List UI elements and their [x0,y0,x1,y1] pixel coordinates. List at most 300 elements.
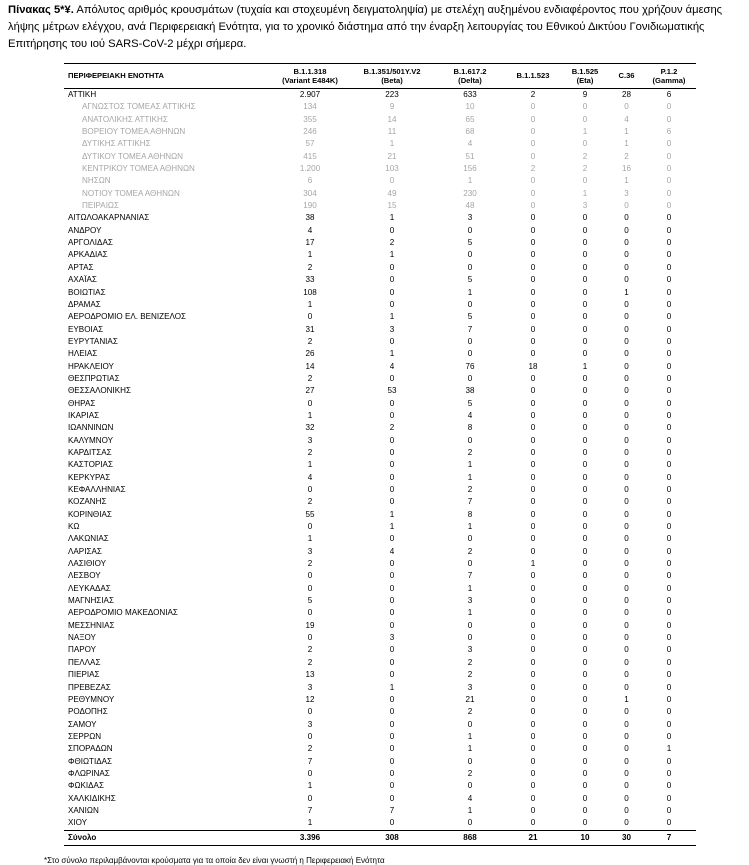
cell-value: 0 [530,250,536,260]
table-row [64,459,696,471]
cell-value: 0 [624,201,629,211]
table-row [64,287,696,299]
cell-value: 27 [305,386,315,396]
cell-value: 2 [307,744,313,754]
cell-value: 0 [666,768,672,778]
cell-value: 5 [307,596,313,606]
region-name: ΘΕΣΠΡΩΤΙΑΣ [68,373,120,383]
cell-value: 1 [624,139,629,149]
cell-value: 1 [624,176,629,186]
cell-value: 3 [307,546,313,556]
cell-value: 0 [582,781,588,791]
cell-value: 1 [307,818,313,828]
table-row [64,324,696,336]
cell-value: 0 [582,534,588,544]
cell-value: 2 [467,485,473,494]
cell-value: 0 [582,447,588,457]
cell-value: 4 [389,361,395,371]
cell-value: 0 [530,102,536,112]
cell-value: 0 [530,596,536,606]
cell-value: 0 [582,793,588,803]
column-header [611,64,642,89]
cell-value: 0 [467,250,473,260]
cell-value: 1 [307,781,313,791]
cell-value: 3 [307,682,313,692]
cell-value: 0 [389,620,395,630]
cell-value: 0 [389,460,395,470]
cell-value: 0 [666,509,672,519]
cell-value: 1 [389,139,395,149]
cell-value: 3 [389,324,395,334]
cell-value: 2 [530,90,536,99]
cell-value: 134 [303,102,317,112]
cell-value: 18 [528,361,538,371]
cell-value: 3 [389,633,395,643]
cell-value: 0 [530,225,536,235]
cell-value: 2 [467,707,473,717]
cell-value: 0 [467,719,473,729]
cell-value: 0 [582,460,588,470]
cell-value: 0 [389,793,395,803]
cell-value: 0 [467,756,473,766]
cell-value: 0 [582,620,588,630]
region-name: ΠΙΕΡΙΑΣ [68,670,100,680]
cell-value: 0 [582,546,588,556]
cell-value: 0 [530,731,536,741]
cell-value: 0 [582,768,588,778]
cell-value: 0 [530,744,536,754]
cell-value: 0 [582,608,588,618]
cell-value: 2 [467,768,473,778]
region-name: ΑΡΤΑΣ [68,262,94,272]
cell-value: 0 [307,633,313,643]
cell-value: 0 [530,410,536,420]
table-header-row [64,64,696,89]
cell-value: 0 [307,522,313,532]
cell-value: 0 [467,336,473,346]
cell-value: 0 [666,410,672,420]
cell-value: 0 [582,694,588,704]
cell-value: 0 [624,719,629,729]
cell-value: 0 [307,731,313,741]
cell-value: 633 [463,90,477,99]
cell-value: 0 [624,275,629,285]
cell-value: 0 [666,398,672,408]
cell-value: 2 [307,262,313,272]
cell-value: 0 [666,164,672,174]
column-header-line1: ΠΕΡΙΦΕΡΕΙΑΚΗ ΕΝΟΤΗΤΑ [68,71,164,81]
cell-value: 0 [666,299,672,309]
cell-value: 1 [624,694,629,704]
cell-value: 0 [530,694,536,704]
cell-value: 0 [666,460,672,470]
cell-value: 0 [530,485,536,494]
cell-value: 0 [389,768,395,778]
cell-value: 0 [582,324,588,334]
region-name: ΒΟΡΕΙΟΥ ΤΟΜΕΑ ΑΘΗΝΩΝ [82,127,186,137]
cell-value: 0 [624,213,629,223]
cell-value: 2 [307,657,313,667]
region-name: ΔΥΤΙΚΗΣ ΑΤΤΙΚΗΣ [82,139,151,149]
cell-value: 3 [624,188,629,198]
cell-value: 4 [389,546,395,556]
cell-value: 0 [530,522,536,532]
table-row [64,200,696,212]
cell-value: 53 [387,386,397,396]
cell-value: 0 [666,225,672,235]
cell-value: 0 [530,176,536,186]
cell-value: 2 [530,164,536,174]
table-row [64,188,696,200]
cell-value: 0 [624,435,629,445]
table-row [64,348,696,360]
cell-value: 0 [624,373,629,383]
region-name: ΛΕΥΚΑΔΑΣ [68,583,111,593]
region-name: ΔΥΤΙΚΟΥ ΤΟΜΕΑ ΑΘΗΝΩΝ [82,151,184,161]
cell-value: 246 [303,127,317,137]
cell-value: 0 [467,373,473,383]
cell-value: 0 [624,509,629,519]
cell-value: 0 [666,596,672,606]
table-row [64,509,696,521]
cell-value: 0 [624,744,629,754]
cell-value: 0 [624,731,629,741]
cell-value: 0 [467,633,473,643]
cell-value: 5 [467,275,473,285]
cell-value: 7 [307,756,313,766]
cell-value: 28 [621,90,631,99]
cell-value: 11 [387,127,397,137]
cell-value: 0 [582,682,588,692]
cell-value: 415 [303,151,317,161]
table-row [64,570,696,582]
cell-value: 0 [624,657,629,667]
cell-value: 48 [465,201,475,211]
table-row [64,336,696,348]
cell-value: 0 [389,707,395,717]
cell-value: 8 [467,509,473,519]
region-name: ΗΛΕΙΑΣ [68,349,98,359]
cell-value: 0 [582,596,588,606]
table-row [64,595,696,607]
table-row [64,793,696,805]
cell-value: 0 [624,633,629,643]
region-name: ΠΕΛΛΑΣ [68,657,101,667]
table-row [64,361,696,373]
cell-value: 3 [467,682,473,692]
column-header-line2: (Eta) [576,76,594,85]
cell-value: 5 [467,312,473,322]
cell-value: 1.200 [299,164,321,174]
table-row [64,817,696,830]
region-name: ΝΟΤΙΟΥ ΤΟΜΕΑ ΑΘΗΝΩΝ [82,188,180,198]
cell-value: 1 [467,805,473,815]
cell-value: 0 [530,139,536,149]
cell-value: 0 [582,114,588,124]
table-row [64,694,696,706]
cell-value: 0 [530,620,536,630]
cell-value: 49 [387,188,397,198]
region-name: ΛΑΚΩΝΙΑΣ [68,534,109,544]
column-header-line2: (Delta) [458,76,482,85]
region-name: ΚΑΣΤΟΡΙΑΣ [68,460,113,470]
cell-value: 0 [530,349,536,359]
cell-value: 55 [305,509,315,519]
cell-value: 1 [467,583,473,593]
cell-value: 0 [582,373,588,383]
table-row [64,373,696,385]
cell-value: 57 [305,139,315,149]
cell-value: 0 [530,707,536,717]
cell-value: 0 [389,781,395,791]
cell-value: 0 [530,756,536,766]
cell-value: 5 [467,238,473,248]
table-row [64,212,696,224]
cell-value: 0 [582,336,588,346]
cell-value: 0 [389,596,395,606]
cell-value: 0 [582,707,588,717]
column-header-line1: B.1.1.318 [293,66,327,76]
table-row [64,632,696,644]
table-row [64,138,696,150]
column-header [269,64,351,89]
cell-value: 9 [582,90,588,99]
cell-value: 0 [624,238,629,248]
cell-value: 5 [467,398,473,408]
cell-value: 1 [389,312,395,322]
cell-value: 0 [530,299,536,309]
cell-value: 0 [666,485,672,494]
cell-value: 0 [582,522,588,532]
cell-value: 0 [666,262,672,272]
column-header-line1: B.1.617.2 [453,66,487,76]
cell-value: 304 [303,188,317,198]
cell-value: 1 [307,410,313,420]
cell-value: 0 [624,324,629,334]
cell-value: 0 [530,472,536,482]
caption-label: Πίνακας 5*¥. [8,4,74,16]
column-header-line2: (Variant E484K) [282,76,338,85]
table-row [64,780,696,792]
cell-value: 2 [582,151,588,161]
table-row [64,558,696,570]
cell-value: 1 [582,188,588,198]
cell-value: 1 [530,559,536,569]
cell-value: 1 [467,731,473,741]
cell-value: 0 [624,707,629,717]
cell-value: 0 [666,707,672,717]
region-name: ΛΕΣΒΟΥ [68,571,101,581]
cell-value: 230 [463,188,477,198]
cell-value: 0 [467,435,473,445]
column-header-line1: B.1.351/501Y.V2 [363,66,421,76]
cell-value: 0 [530,373,536,383]
cell-value: 0 [666,793,672,803]
region-name: ΝΗΣΩΝ [82,176,111,186]
cell-value: 0 [530,201,536,211]
region-name: ΜΕΣΣΗΝΙΑΣ [68,620,115,630]
column-header-line1: P.1.2 [660,66,678,76]
region-name: ΠΡΕΒΕΖΑΣ [68,682,111,692]
cell-value: 2 [307,497,313,507]
cell-value: 31 [305,324,315,334]
cell-value: 2.907 [299,90,321,99]
cell-value: 0 [666,213,672,223]
column-header-line1: B.1.1.523 [516,71,550,81]
cell-value: 14 [387,114,397,124]
cell-value: 190 [303,201,317,211]
region-name: ΘΕΣΣΑΛΟΝΙΚΗΣ [68,386,131,396]
cell-value: 1 [467,744,473,754]
region-name: ΚΕΡΚΥΡΑΣ [68,472,111,482]
cell-value: 0 [624,497,629,507]
cell-value: 0 [467,818,473,828]
cell-value: 0 [624,608,629,618]
region-name: ΡΟΔΟΠΗΣ [68,707,108,717]
cell-value: 0 [582,756,588,766]
column-header [351,64,433,89]
cell-value: 0 [467,299,473,309]
cell-value: 3 [467,596,473,606]
cell-value: 0 [389,756,395,766]
region-name: ΚΩ [68,522,80,532]
cell-value: 0 [666,201,672,211]
region-name: ΒΟΙΩΤΙΑΣ [68,287,106,297]
cell-value: 0 [582,176,588,186]
cell-value: 19 [305,620,315,630]
cell-value: 0 [624,386,629,396]
cell-value: 0 [530,324,536,334]
cell-value: 0 [666,324,672,334]
cell-value: 0 [582,312,588,322]
cell-value: 1 [389,509,395,519]
region-name: ΕΥΒΟΙΑΣ [68,324,104,334]
cell-value: 0 [530,213,536,223]
cell-value: 1 [624,287,629,297]
cell-value: 68 [465,127,475,137]
column-header [433,64,507,89]
table-row [64,385,696,397]
cell-value: 0 [624,102,629,112]
cell-value: 0 [389,608,395,618]
table-row [64,805,696,817]
cell-value: 0 [582,805,588,815]
cell-value: 1 [389,213,395,223]
cell-value: 0 [307,583,313,593]
cell-value: 0 [389,176,395,186]
cell-value: 0 [666,139,672,149]
cell-value: 38 [305,213,315,223]
cell-value: 1 [389,682,395,692]
cell-value: 13 [305,670,315,680]
region-name: ΣΠΟΡΑΔΩΝ [68,744,113,754]
cell-value: 0 [389,336,395,346]
table-row [64,435,696,447]
cell-value: 4 [467,410,473,420]
cell-value: 0 [389,670,395,680]
table-row [64,719,696,731]
cell-value: 0 [389,225,395,235]
table-row [64,274,696,286]
column-header-line1: B.1.525 [571,66,599,76]
cell-value: 1 [389,250,395,260]
cell-value: 4 [307,472,313,482]
cell-value: 0 [582,509,588,519]
footnote: *Στο σύνολο περιλαμβάνονται κρούσματα για τα οποία δεν είναι γνωστή η Περιφερειακή Ενότητα [44,856,385,865]
cell-value: 1 [666,744,672,754]
cell-value: 0 [582,410,588,420]
cell-value: 0 [467,534,473,544]
cell-value: 0 [624,472,629,482]
table-row [64,546,696,558]
cell-value: 0 [530,127,536,137]
cell-value: 1 [582,127,588,137]
cell-value: 0 [582,571,588,581]
column-header-line2: (Beta) [381,76,403,85]
cell-value: 308 [385,832,399,842]
cell-value: 0 [582,645,588,655]
cell-value: 0 [666,447,672,457]
column-header [507,64,559,89]
cell-value: 12 [305,694,315,704]
region-name: ΔΡΑΜΑΣ [68,299,101,309]
cell-value: 2 [307,447,313,457]
cell-value: 0 [530,793,536,803]
cell-value: 223 [385,90,399,99]
cell-value: 21 [528,832,538,842]
cell-value: 7 [467,324,473,334]
cell-value: 16 [621,164,631,174]
cell-value: 14 [305,361,315,371]
table-row [64,669,696,681]
cell-value: 2 [307,559,313,569]
cell-value: 0 [624,485,629,494]
cell-value: 0 [582,670,588,680]
cell-value: 0 [467,225,473,235]
column-header-line1: C.36 [618,71,635,81]
cell-value: 0 [666,805,672,815]
table-row [64,311,696,323]
cell-value: 0 [666,114,672,124]
region-name: ΚΑΡΔΙΤΣΑΣ [68,447,112,457]
region-name: ΚΕΦΑΛΛΗΝΙΑΣ [68,485,126,494]
cell-value: 0 [624,781,629,791]
cell-value: 0 [530,682,536,692]
cell-value: 3 [467,645,473,655]
cell-value: 0 [530,238,536,248]
cell-value: 9 [389,102,395,112]
cell-value: 0 [582,423,588,433]
cell-value: 4 [467,139,473,149]
cell-value: 0 [666,188,672,198]
region-name: ΚΑΛΥΜΝΟΥ [68,435,114,445]
table-row [64,521,696,533]
region-name: ΚΟΡΙΝΘΙΑΣ [68,509,112,519]
cell-value: 0 [389,373,395,383]
cell-value: 0 [307,793,313,803]
cell-value: 0 [389,287,395,297]
cell-value: 0 [624,447,629,457]
cell-value: 7 [666,832,672,842]
region-name: ΕΥΡΥΤΑΝΙΑΣ [68,336,118,346]
cell-value: 0 [307,312,313,322]
cell-value: 1 [467,176,473,186]
cell-value: 0 [582,497,588,507]
table-row [64,262,696,274]
cell-value: 1 [389,349,395,359]
cell-value: 0 [624,768,629,778]
table-row [64,731,696,743]
